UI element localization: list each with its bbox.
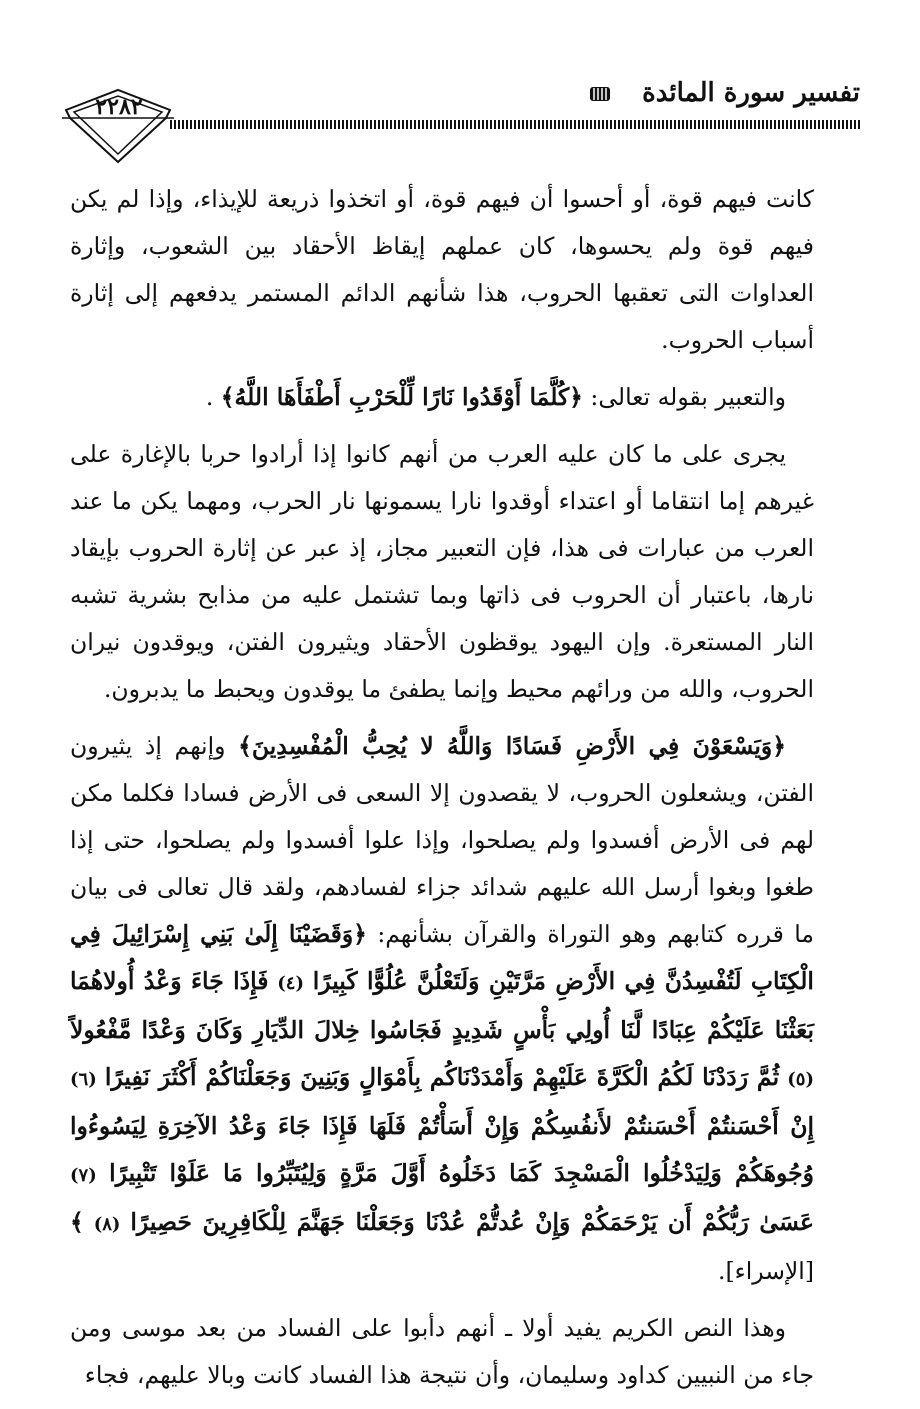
verse-number: (٧) <box>70 1165 97 1186</box>
quran-verse-close: ﴾ <box>70 1208 84 1236</box>
header-rule <box>170 120 860 129</box>
paragraph-text: . <box>205 383 221 411</box>
running-title: تفسير سورة المائدة <box>642 78 860 108</box>
ornament-icon <box>588 82 612 106</box>
paragraph: وهذا النص الكريم يفيد أولا ـ أنهم دأبوا على الفساد من بعد موسى ومن جاء من النبيين كداود وسليمان، وأن نتيجة هذا الفساد كانت وبالا عليهم، فجاء <box>70 1314 814 1389</box>
quran-verse: فَإِذَا جَاءَ وَعْدُ أُولاهُمَا بَعَثْنَا عَلَيْكُمْ عِبَادًا لَّنَا أُولِي بَأْسٍ شَدِيدٍ فَجَاسُوا خِلالَ الدِّيَارِ وَكَانَ وَعْدًا مَّفْعُولاً <box>70 967 814 1044</box>
quran-verse: ﴿وَقَضَيْنَا إِلَىٰ بَنِي إِسْرَائِيلَ فِي الْكِتَابِ لَتُفْسِدُنَّ فِي الأَرْضِ مَرَّتَيْنِ وَلَتَعْلُنَّ عُلُوًّا كَبِيرًا <box>70 920 814 995</box>
verse-number: (٤) <box>277 973 304 994</box>
paragraph-text: والتعبير بقوله تعالى: <box>582 383 786 411</box>
quran-verse: إِنْ أَحْسَنتُمْ أَحْسَنتُمْ لأَنفُسِكُمْ وَإِنْ أَسَأْتُمْ فَلَهَا فَإِذَا جَاءَ وَعْدُ الآخِرَةِ لِيَسُوءُوا وُجُوهَكُمْ وَلِيَدْخُلُوا الْمَسْجِدَ كَمَا دَخَلُوهُ أَوَّلَ مَرَّةٍ وَلِيُتَبِّرُوا مَا عَلَوْا تَتْبِيرًا <box>70 1112 814 1187</box>
surah-reference: [الإسراء]. <box>718 1257 814 1285</box>
quran-verse: ﴿وَيَسْعَوْنَ فِي الأَرْضِ فَسَادًا وَاللَّهُ لا يُحِبُّ الْمُفْسِدِينَ﴾ <box>238 732 786 760</box>
paragraph-text: وإنهم إذ يثيرون الفتن، ويشعلون الحروب، لا يقصدون إلا السعى فى الأرض فسادا فكلما مكن لهم فى الأرض أفسدوا ولم يصلحوا، وإذا علوا أفسدوا ولم يصلحوا، حتى إذا طغوا وبغوا أرسل الله عليهم شدائد جزاء لفسادهم، ولقد قال تعالى فى بيان ما قرره كتابهم وهو التوراة والقرآن بشأنهم: <box>70 732 814 948</box>
page-number: ٢٢٨٢ <box>95 94 143 120</box>
verse-number: (٨) <box>93 1214 121 1235</box>
verse-number: (٥) <box>787 1069 814 1090</box>
paragraph <box>70 374 814 421</box>
quran-verse: عَسَىٰ رَبُّكُمْ أَن يَرْحَمَكُمْ وَإِنْ عُدتُّمْ عُدْنَا وَجَعَلْنَا جَهَنَّمَ لِلْكَافِرِينَ حَصِيرًا <box>130 1208 814 1236</box>
page-number-frame <box>62 88 174 164</box>
paragraph <box>70 723 814 1295</box>
quran-verse: ﴿كُلَّمَا أَوْقَدُوا نَارًا لِّلْحَرْبِ أَطْفَأَهَا اللَّهُ﴾ <box>220 383 583 411</box>
verse-number: (٦) <box>70 1069 97 1090</box>
page-header <box>62 70 860 160</box>
paragraph: يجرى على ما كان عليه العرب من أنهم كانوا إذا أرادوا حربا بالإغارة على غيرهم إما انتقاما أو اعتداء أوقدوا نارا يسمونها نار الحرب، ومهما يكن ما عند العرب من عبارات فى هذا، فإن التعبير مجاز، إذ عبر عن إثارة الحروب بإيقاد نارها، باعتبار أن الحروب فى ذاتها وبما تشتمل عليه من مذابح بشرية تشبه النار المستعرة. وإن اليهود يوقظون الأحقاد ويثيرون الفتن، ويوقدون نيران الحروب، والله من ورائهم محيط وإنما يطفئ ما يوقدون ويحبط ما يدبرون. <box>70 440 814 703</box>
body-text <box>70 176 814 1409</box>
paragraph: كانت فيهم قوة، أو أحسوا أن فيهم قوة، أو اتخذوا ذريعة للإيذاء، وإذا لم يكن فيهم قوة ولم يحسوها، كان عملهم إيقاظ الأحقاد بين الشعوب، وإثارة العداوات التى تعقبها الحروب، هذا شأنهم الدائم المستمر يدفعهم إلى إثارة أسباب الحروب. <box>70 185 814 354</box>
quran-verse: ثُمَّ رَدَدْنَا لَكُمُ الْكَرَّةَ عَلَيْهِمْ وَأَمْدَدْنَاكُم بِأَمْوَالٍ وَبَنِينَ وَجَعَلْنَاكُمْ أَكْثَرَ نَفِيرًا <box>104 1063 780 1091</box>
